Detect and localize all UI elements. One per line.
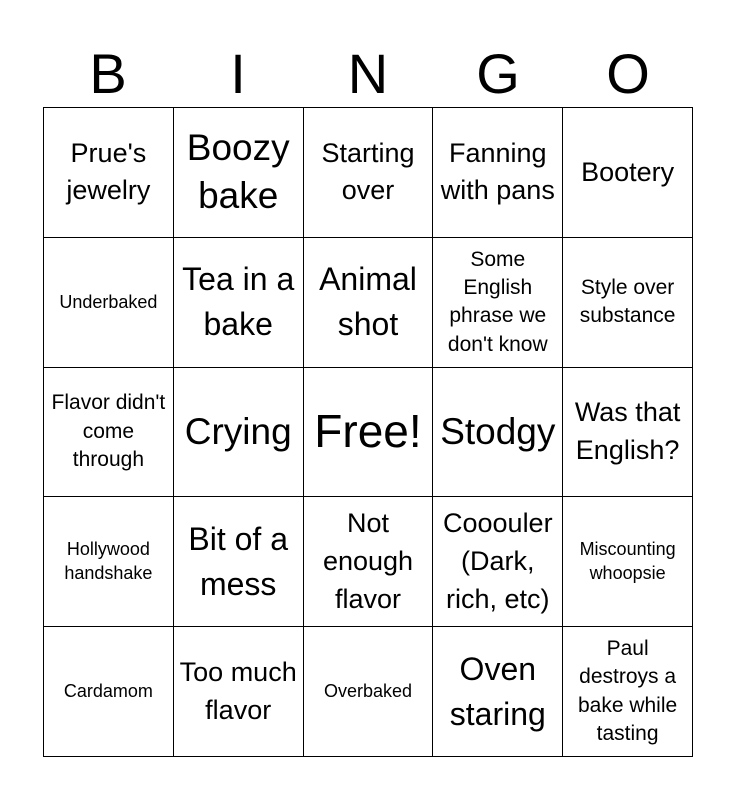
header-letter-i: I xyxy=(230,42,246,105)
bingo-cell[interactable]: Not enough flavor xyxy=(304,497,434,627)
free-space-cell[interactable]: Free! xyxy=(304,368,434,498)
bingo-cell[interactable]: Starting over xyxy=(304,108,434,238)
bingo-cell[interactable]: Underbaked xyxy=(44,238,174,368)
bingo-cell[interactable]: Oven staring xyxy=(433,627,563,757)
header-letter-g: G xyxy=(476,42,520,105)
bingo-cell[interactable]: Some English phrase we don't know xyxy=(433,238,563,368)
bingo-cell[interactable]: Overbaked xyxy=(304,627,434,757)
header-letter-b: B xyxy=(89,42,127,105)
bingo-cell[interactable]: Animal shot xyxy=(304,238,434,368)
bingo-cell[interactable]: Fanning with pans xyxy=(433,108,563,238)
bingo-cell[interactable]: Cooouler (Dark, rich, etc) xyxy=(433,497,563,627)
bingo-cell[interactable]: Prue's jewelry xyxy=(44,108,174,238)
bingo-cell[interactable]: Boozy bake xyxy=(174,108,304,238)
bingo-cell[interactable]: Tea in a bake xyxy=(174,238,304,368)
bingo-cell[interactable]: Miscounting whoopsie xyxy=(563,497,693,627)
bingo-cell[interactable]: Crying xyxy=(174,368,304,498)
bingo-cell[interactable]: Too much flavor xyxy=(174,627,304,757)
bingo-cell[interactable]: Stodgy xyxy=(433,368,563,498)
bingo-header xyxy=(43,40,693,108)
header-letter-n: N xyxy=(347,42,389,105)
bingo-cell[interactable]: Style over substance xyxy=(563,238,693,368)
bingo-cell[interactable]: Cardamom xyxy=(44,627,174,757)
bingo-grid xyxy=(43,107,693,757)
header-letter-o: O xyxy=(606,42,650,105)
bingo-cell[interactable]: Paul destroys a bake while tasting xyxy=(563,627,693,757)
bingo-cell[interactable]: Flavor didn't come through xyxy=(44,368,174,498)
bingo-cell[interactable]: Was that English? xyxy=(563,368,693,498)
bingo-cell[interactable]: Bit of a mess xyxy=(174,497,304,627)
bingo-cell[interactable]: Hollywood handshake xyxy=(44,497,174,627)
bingo-cell[interactable]: Bootery xyxy=(563,108,693,238)
